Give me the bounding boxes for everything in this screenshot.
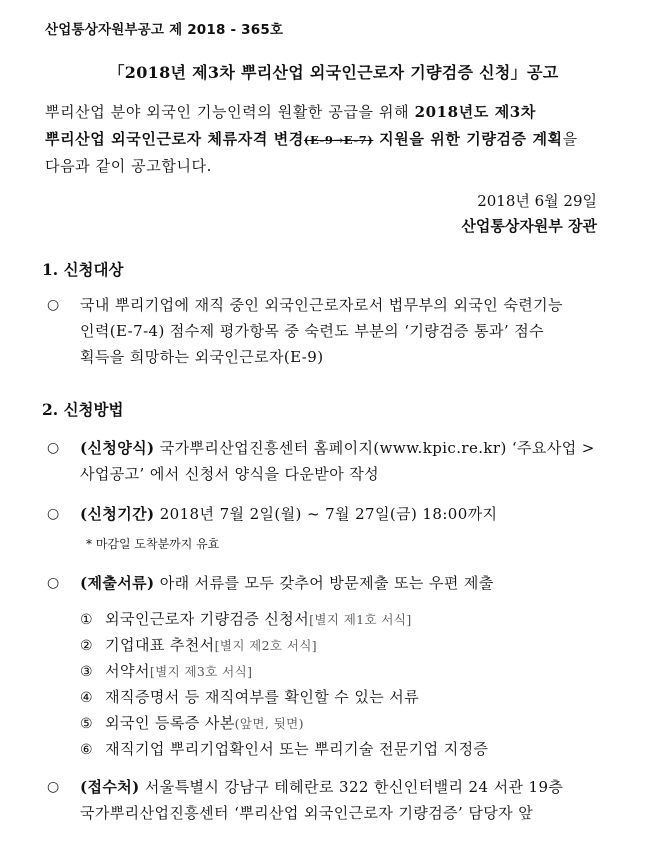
doc-item (80, 712, 304, 733)
bullet-icon: ○ (47, 297, 60, 313)
section-heading-eligibility: 1. 신청대상 (42, 260, 124, 279)
reception-cont: 국가뿌리산업진흥센터 ‘뿌리산업 외국인근로자 기량검증’ 담당자 앞 (80, 804, 534, 822)
visa-change-struck: (E-9→E-7) (303, 133, 374, 147)
item-text: 서울특별시 강남구 테헤란로 322 한신인터밸리 24 서관 19층 (139, 778, 564, 796)
doc-extra: [별지 제2호 서식] (214, 638, 318, 653)
doc-text: 재직기업 뿌리기업확인서 또는 뿌리기술 전문기업 지정증 (105, 740, 489, 758)
intro-text: 뿌리산업 분야 외국인 기능인력의 원활한 공급을 위해 (45, 103, 415, 121)
doc-item (80, 660, 252, 681)
doc-number: ⑤ (80, 716, 93, 732)
notice-date: 2018년 6월 29일 (477, 192, 597, 210)
item-text: 아래 서류를 모두 갖추어 방문제출 또는 우편 제출 (154, 574, 494, 592)
document-title: 「2018년 제3차 뿌리산업 외국인근로자 기량검증 신청」공고 (108, 63, 559, 82)
intro-emphasis: 지원을 위한 기량검증 계획 (373, 130, 563, 148)
item-text: 국가뿌리산업진흥센터 홈페이지(www.kpic.re.kr) ‘주요사업 > (154, 439, 595, 457)
doc-number: ② (80, 638, 93, 654)
intro-line-1 (45, 101, 536, 122)
item-label: (접수처) (80, 778, 140, 796)
item-text: 2018년 7월 2일(월) ~ 7월 27일(금) 18:00까지 (154, 505, 498, 523)
doc-text: 기업대표 추천서 (105, 636, 215, 654)
issuer: 산업통상자원부 장관 (461, 217, 597, 235)
doc-item (80, 738, 488, 759)
eligibility-line: 인력(E-7-4) 점수제 평가항목 중 숙련도 부분의 ‘기량검증 통과’ 점수 (80, 322, 544, 340)
item-label: (신청양식) (80, 439, 155, 457)
intro-emphasis: 2018년도 제3차 (414, 103, 536, 121)
item-label: (신청기간) (80, 505, 155, 523)
application-form-item (80, 437, 595, 458)
doc-item (80, 634, 317, 655)
doc-number: ⑥ (80, 742, 93, 758)
doc-number: ③ (80, 664, 93, 680)
doc-number: ④ (80, 690, 93, 706)
bullet-icon: ○ (47, 506, 60, 522)
doc-text: 외국인 등록증 사본 (105, 714, 235, 732)
doc-text: 서약서 (105, 662, 150, 680)
application-period-item (80, 503, 497, 524)
doc-extra: [별지 제1호 서식] (309, 612, 412, 627)
reception-item (80, 776, 563, 797)
deadline-note: * 마감일 도착분까지 유효 (86, 537, 220, 551)
application-form-cont: 사업공고’ 에서 신청서 양식을 다운받아 작성 (80, 465, 380, 483)
notice-number: 산업통상자원부공고 제 2018 - 365호 (45, 22, 284, 38)
doc-item (80, 608, 412, 629)
bullet-icon: ○ (47, 575, 60, 591)
eligibility-line: 국내 뿌리기업에 재직 중인 외국인근로자로서 법무부의 외국인 숙련기능 (80, 296, 563, 314)
eligibility-line: 획득을 희망하는 외국인근로자(E-9) (80, 348, 324, 366)
doc-text: 외국인근로자 기량검증 신청서 (105, 610, 310, 628)
bullet-icon: ○ (47, 779, 60, 795)
bullet-icon: ○ (47, 440, 60, 456)
doc-extra: (앞면, 뒷면) (234, 716, 304, 731)
doc-extra: [별지 제3호 서식] (149, 664, 253, 679)
doc-number: ① (80, 612, 93, 628)
intro-line-2 (45, 128, 578, 149)
doc-item (80, 686, 419, 707)
intro-text: 을 (562, 130, 578, 148)
intro-line-3: 다음과 같이 공고합니다. (45, 157, 213, 175)
item-label: (제출서류) (80, 574, 155, 592)
required-docs-item (80, 572, 494, 593)
doc-text: 재직증명서 등 재직여부를 확인할 수 있는 서류 (105, 688, 420, 706)
section-heading-method: 2. 신청방법 (42, 400, 124, 419)
intro-emphasis: 뿌리산업 외국인근로자 체류자격 변경 (45, 130, 304, 148)
